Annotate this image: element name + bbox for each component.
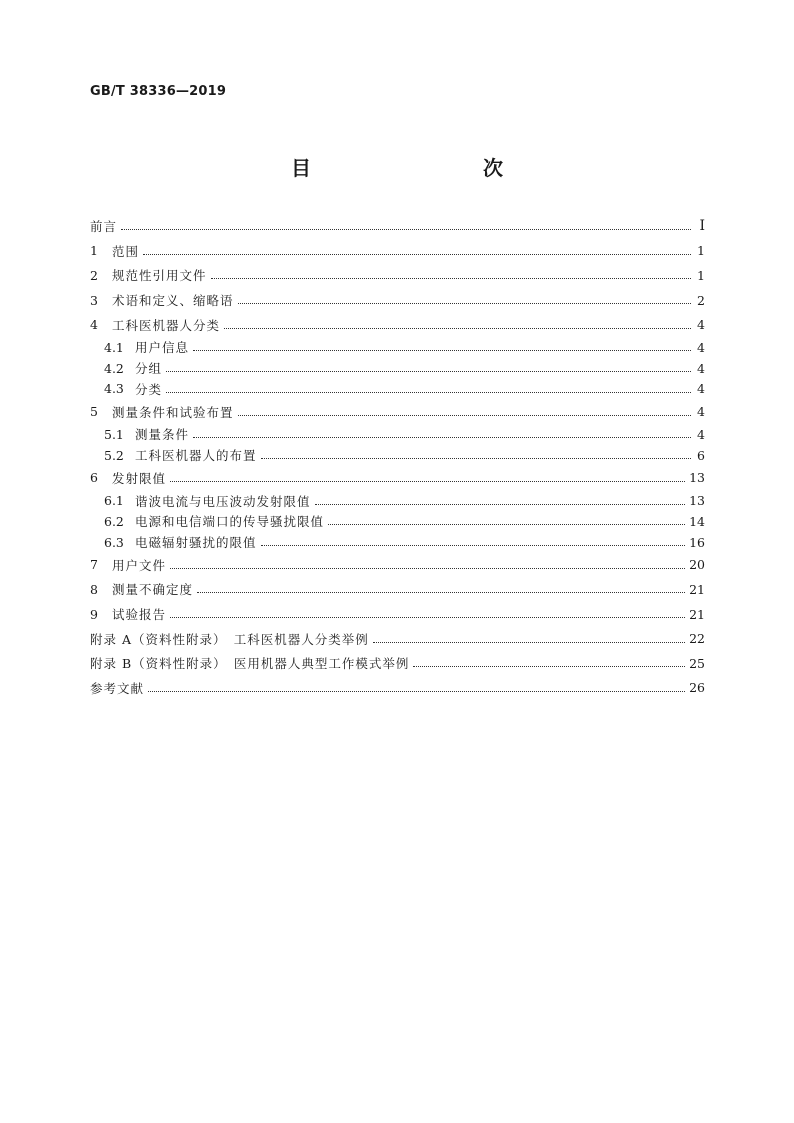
dot-leader [197,591,685,593]
toc-entry-page: 16 [689,534,705,550]
toc-entry-page: 4 [697,426,705,442]
toc-entry-number: 8 [90,581,98,597]
toc-entry-label: 分类 [135,381,163,397]
dot-leader [170,480,685,482]
toc-entry-number: 4 [90,317,98,333]
toc-entry-label: 测量条件 [135,427,190,443]
toc-entry-page: 14 [689,513,705,529]
dot-leader [413,665,685,667]
toc-entry-number: 5.1 [104,426,124,442]
toc-entry[interactable] [90,379,705,400]
toc-entry[interactable] [90,553,705,578]
dot-leader [261,544,686,546]
toc-entry-label: 用户信息 [135,340,190,356]
toc-entry[interactable] [90,312,705,337]
toc-entry-page: 2 [697,292,705,308]
standard-code: GB/T 38336—2019 [90,84,227,99]
toc-entry[interactable] [90,577,705,602]
toc-entry-number: 6.3 [104,534,124,550]
dot-leader [238,302,691,304]
toc-entry-label: 测量不确定度 [112,582,194,598]
dot-leader [143,253,691,255]
toc-entry-number: 6.2 [104,513,124,529]
toc-entry-page: 1 [697,243,705,259]
toc-entry-label: 分组 [135,361,163,377]
toc-entry[interactable] [90,239,705,264]
toc-entry[interactable] [90,337,705,358]
toc-entry-number: 4.1 [104,339,124,355]
dot-leader [328,523,685,525]
toc-entry-label: 参考文献 [90,680,145,696]
toc-entry-label: 规范性引用文件 [112,268,207,284]
toc-entry-number: 4.3 [104,381,124,397]
toc-entry-number: 9 [90,606,98,622]
toc-entry-page: 1 [697,267,705,283]
toc-entry-label: 术语和定义、缩略语 [112,293,234,309]
toc-entry-label: 测量条件和试验布置 [112,404,234,420]
toc-entry-label: 电磁辐射骚扰的限值 [135,535,257,551]
toc-entry[interactable] [90,424,705,445]
toc-entry[interactable] [90,651,705,676]
toc-entry-label: 电源和电信端口的传导骚扰限值 [135,514,325,530]
toc-entry-number: 3 [90,292,98,308]
toc-entry-number: 5.2 [104,447,124,463]
toc-entry-page: Ⅰ [699,218,705,235]
toc-entry-page: 4 [697,404,705,420]
toc-entry[interactable] [90,466,705,491]
toc-entry-number: 4.2 [104,360,124,376]
toc-entry-label: 试验报告 [112,607,167,623]
toc-entry-number: 1 [90,243,98,259]
dot-leader [170,616,685,618]
toc-entry[interactable] [90,263,705,288]
toc-entry-label: 工科医机器人的布置 [135,448,257,464]
toc-entry[interactable] [90,288,705,313]
toc-entry-label: 发射限值 [112,470,167,486]
dot-leader [193,436,691,438]
dot-leader [211,277,691,279]
toc-entry[interactable] [90,511,705,532]
dot-leader [373,641,685,643]
toc-entry[interactable] [90,490,705,511]
toc-entry-number: 7 [90,557,98,573]
toc-entry[interactable] [90,532,705,553]
dot-leader [238,414,691,416]
toc-entry[interactable] [90,676,705,701]
toc-entry-label: 前言 [90,219,118,235]
dot-leader [166,391,691,393]
toc-entry-number: 5 [90,404,98,420]
toc-entry-page: 25 [689,655,705,671]
dot-leader [315,503,686,505]
dot-leader [121,228,691,230]
toc-entry[interactable] [90,399,705,424]
toc-entry-page: 4 [697,339,705,355]
toc-entry-label: 用户文件 [112,557,167,573]
table-of-contents [90,214,705,700]
toc-entry[interactable] [90,602,705,627]
toc-entry-label: 范围 [112,243,140,259]
toc-entry-page: 21 [689,606,705,622]
toc-entry-page: 13 [689,470,705,486]
dot-leader [170,567,685,569]
toc-entry[interactable] [90,445,705,466]
toc-entry-page: 4 [697,381,705,397]
toc-entry-page: 26 [689,680,705,696]
toc-entry-page: 20 [689,557,705,573]
toc-entry[interactable] [90,214,705,239]
toc-entry[interactable] [90,626,705,651]
toc-entry-label: 附录 B（资料性附录） 医用机器人典型工作模式举例 [90,656,410,672]
toc-entry-label: 附录 A（资料性附录） 工科医机器人分类举例 [90,631,369,647]
toc-entry-page: 13 [689,493,705,509]
toc-entry-number: 6.1 [104,493,124,509]
toc-entry-label: 谐波电流与电压波动发射限值 [135,493,311,509]
dot-leader [193,349,691,351]
toc-entry-page: 4 [697,360,705,376]
toc-entry-label: 工科医机器人分类 [112,317,221,333]
toc-entry[interactable] [90,358,705,379]
dot-leader [261,457,691,459]
toc-entry-number: 2 [90,267,98,283]
dot-leader [166,370,691,372]
toc-entry-number: 6 [90,470,98,486]
toc-entry-page: 22 [689,631,705,647]
dot-leader [224,327,691,329]
toc-entry-page: 6 [697,447,705,463]
toc-entry-page: 21 [689,581,705,597]
toc-entry-page: 4 [697,317,705,333]
page-title: 目 次 [291,156,547,180]
dot-leader [148,690,685,692]
